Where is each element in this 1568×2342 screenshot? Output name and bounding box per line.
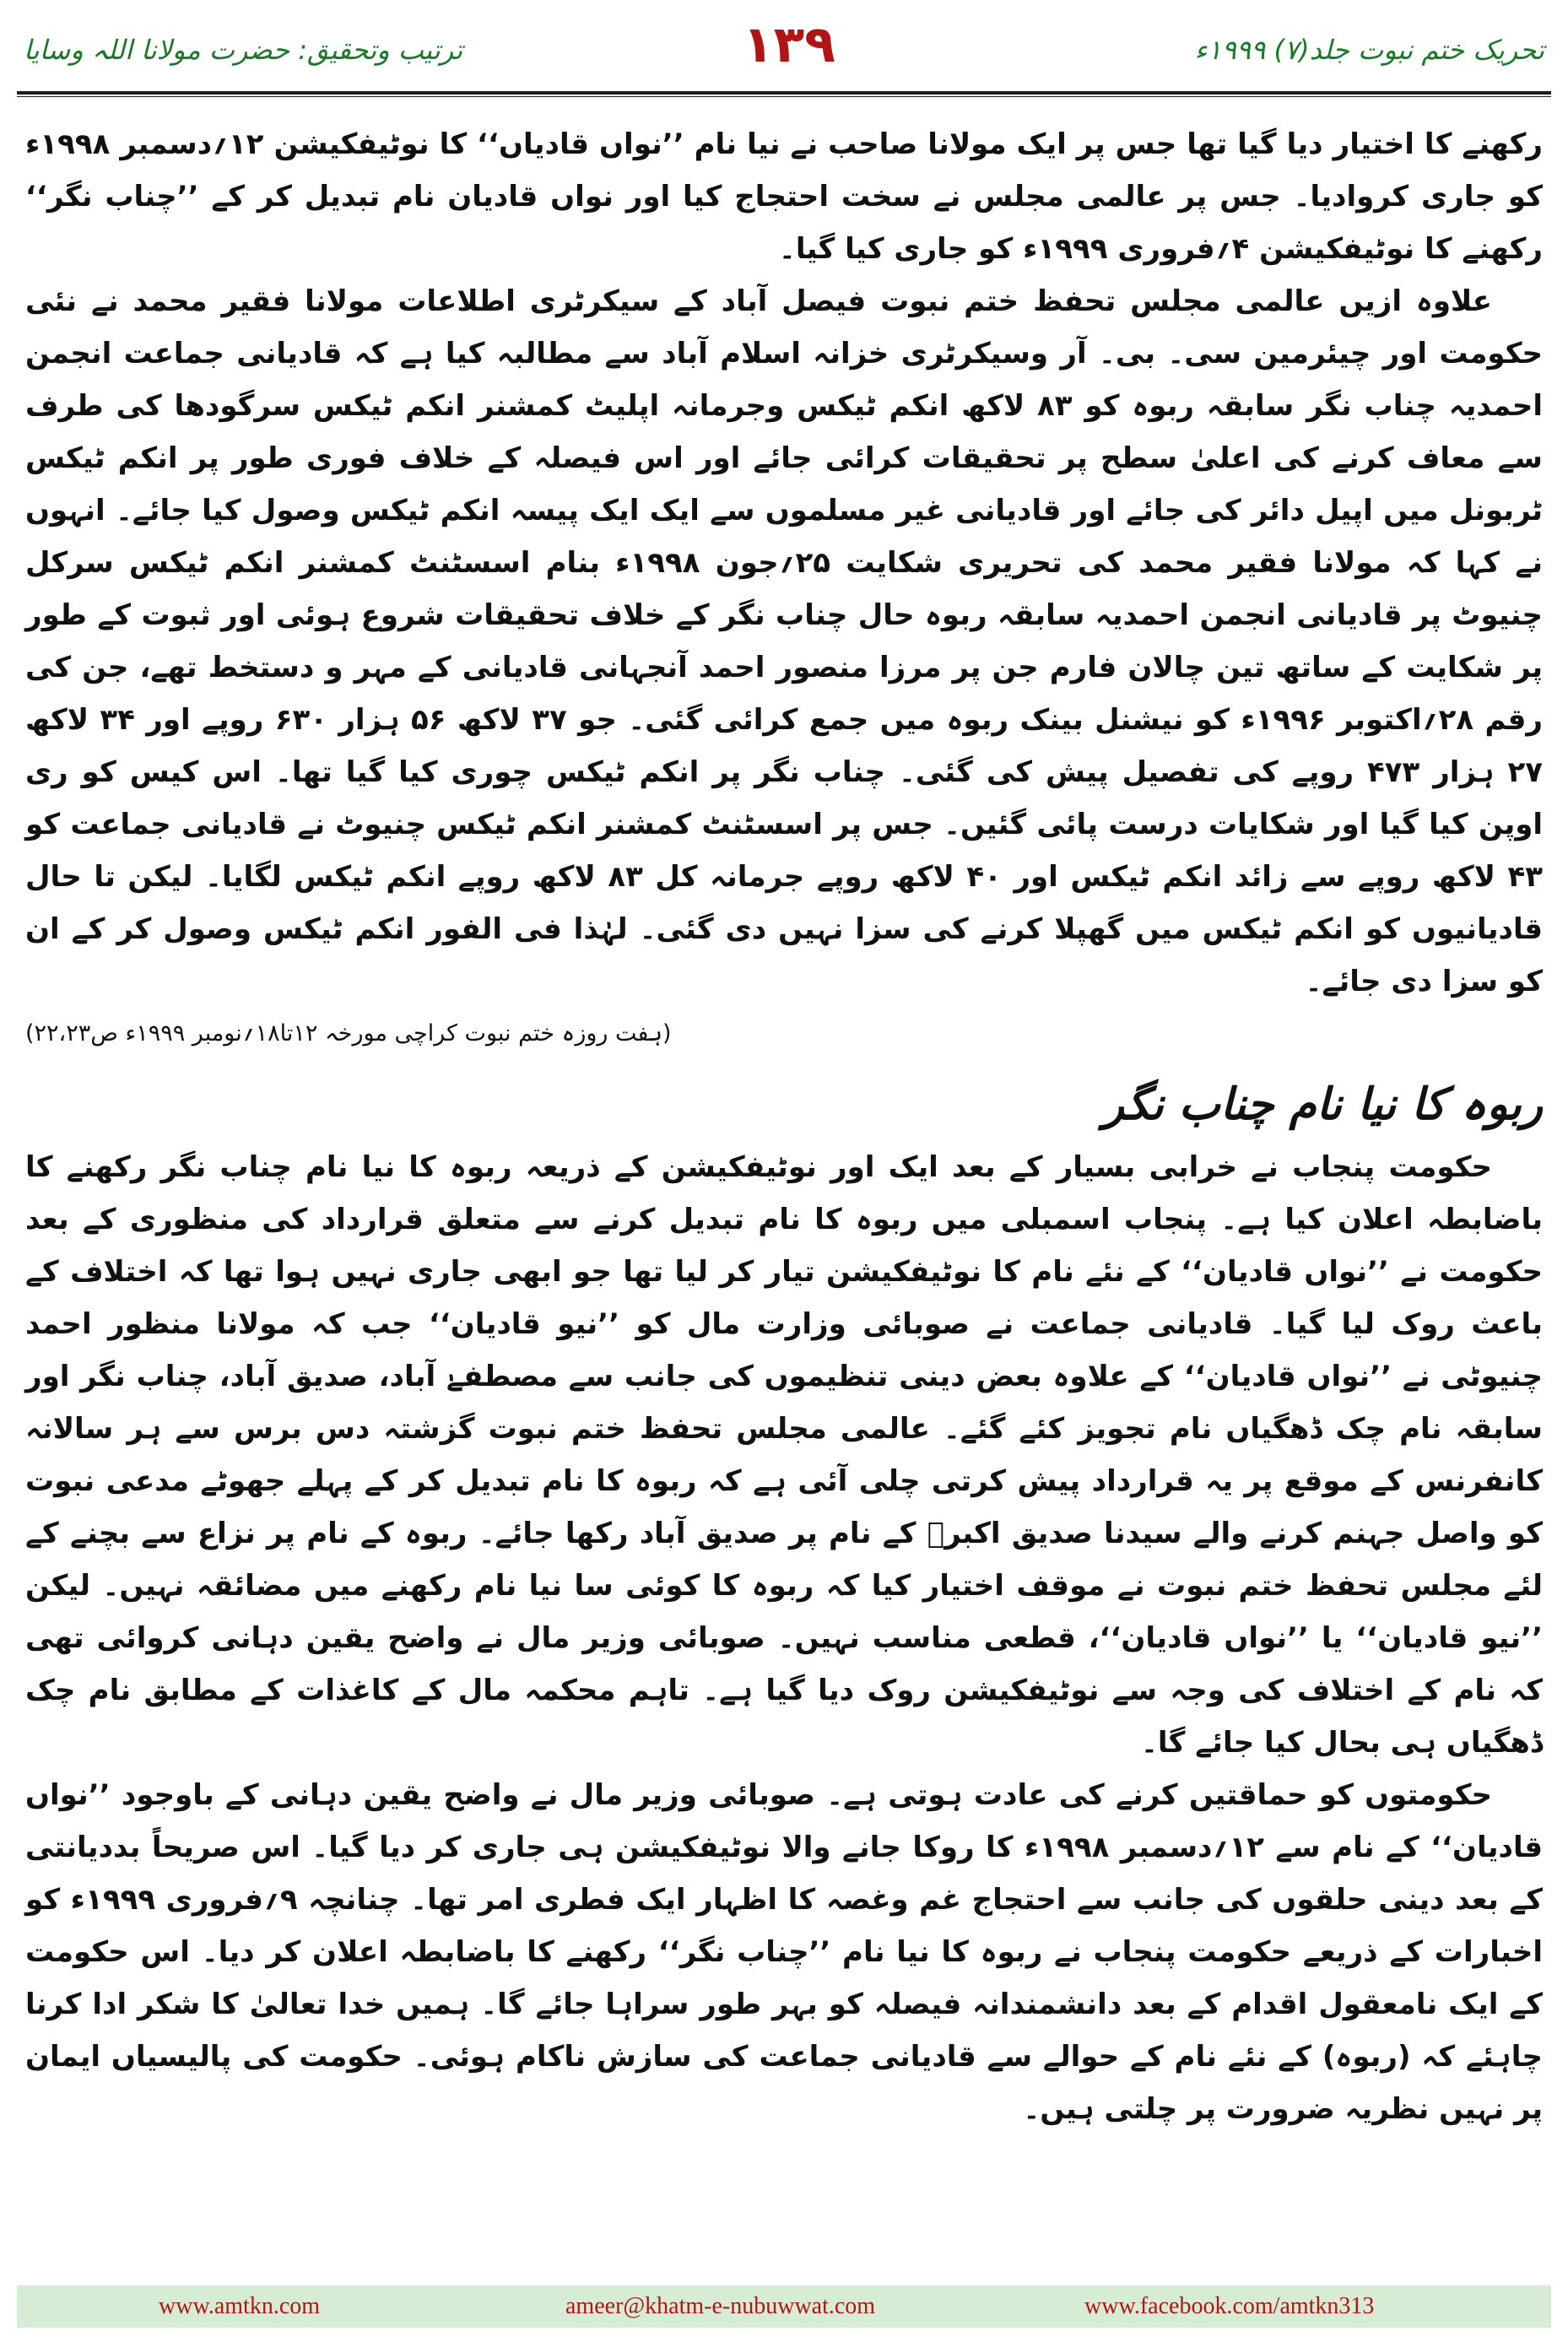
header-compiler: ترتیب وتحقیق: حضرت مولانا اللہ وسایا [24,34,463,66]
section-heading: ربوہ کا نیا نام چناب نگر [1102,1079,1543,1130]
paragraph: علاوہ ازیں عالمی مجلس تحفظ ختم نبوت فیصل آباد کے سیکرٹری اطلاعات مولانا فقیر محمد نے نئی حکومت اور چیئرمین سی۔ بی۔ آر وسیکرٹری خزانہ اسلام آباد سے مطالبہ کیا ہے کہ قادیانی جماعت انجمن احمدیہ چناب نگر سابقہ ربوہ کو ۸۳ لاکھ انکم ٹیکس وجرمانہ اپلیٹ کمشنر انکم ٹیکس سرگودھا کی طرف سے معاف کرنے کی اعلیٰ سطح پر تحقیقات کرائی جائے اور اس فیصلہ کے خلاف فوری طور پر انکم ٹیکس ٹربونل میں اپیل دائر کی جائے اور قادیانی غیر مسلموں سے ایک ایک پیسہ انکم ٹیکس وصول کیا جائے۔ انہوں نے کہا کہ مولانا فقیر محمد کی تحریری شکایت ۲۵؍جون ۱۹۹۸ء بنام اسسٹنٹ کمشنر انکم ٹیکس سرکل چنیوٹ پر قادیانی انجمن احمدیہ سابقہ ربوہ حال چناب نگر کے خلاف تحقیقات شروع ہوئی اور ثبوت کے طور پر شکایت کے ساتھ تین چالان فارم جن پر مرزا منصور احمد آنجہانی قادیانی کے مہر و دستخط تھے، جن کی رقم ۲۸؍اکتوبر ۱۹۹۶ء کو نیشنل بینک ربوہ میں جمع کرائی گئی۔ جو ۳۷ لاکھ ۵۶ ہزار ۶۳۰ روپے اور ۳۴ لاکھ ۲۷ ہزار ۴۷۳ روپے کی تفصیل پیش کی گئی۔ چناب نگر پر انکم ٹیکس چوری کیا گیا تھا۔ اس کیس کو ری اوپن کیا گیا اور شکایات درست پائی گئیں۔ جس پر اسسٹنٹ کمشنر انکم ٹیکس چنیوٹ نے قادیانی جماعت کو ۴۳ لاکھ روپے سے زائد انکم ٹیکس اور ۴۰ لاکھ روپے جرمانہ کل ۸۳ لاکھ روپے انکم ٹیکس لگایا۔ لیکن تا حال قادیانیوں کو انکم ٹیکس میں گھپلا کرنے کی سزا نہیں دی گئی۔ لہٰذا فی الفور انکم ٹیکس وصول کر کے ان کو سزا دی جائے۔ [25,284,1544,998]
citation: (ہفت روزہ ختم نبوت کراچی مورخہ ۱۲تا۱۸؍نومبر ۱۹۹۹ء ص۲۲،۲۳) [25,1020,672,1047]
page-body [25,118,1543,2253]
page-footer [17,2285,1551,2328]
page-header [0,0,1568,101]
header-divider-thin [17,96,1551,97]
footer-website-link[interactable]: www.amtkn.com [159,2293,321,2319]
footer-email-link[interactable]: ameer@khatm-e-nubuwwat.com [565,2293,876,2319]
paragraph: حکومتوں کو حماقتیں کرنے کی عادت ہوتی ہے۔ صوبائی وزیر مال نے واضح یقین دہانی کے باوجود ’’نواں قادیان‘‘ کے نام سے ۱۲؍دسمبر ۱۹۹۸ء کا روکا جانے والا نوٹیفکیشن ہی جاری کر دیا گیا۔ اس صریحاً بددیانتی کے بعد دینی حلقوں کی جانب سے احتجاج غم وغصہ کا اظہار ایک فطری امر تھا۔ چنانچہ ۹؍فروری ۱۹۹۹ء کو اخبارات کے ذریعے حکومت پنجاب نے ربوہ کا نیا نام ’’چناب نگر‘‘ رکھنے کا باضابطہ اعلان کر دیا۔ اس حکومت کے ایک نامعقول اقدام کے بعد دانشمندانہ فیصلہ کو بہر طور سراہا جائے گا۔ ہمیں خدا تعالیٰ کا شکر ادا کرنا چاہئے کہ (ربوہ) کے نئے نام کے حوالے سے قادیانی جماعت کی سازش ناکام ہوئی۔ حکومت کی پالیسیاں ایمان پر نہیں نظریہ ضرورت پر چلتی ہیں۔ [25,1778,1544,2126]
paragraph: رکھنے کا اختیار دیا گیا تھا جس پر ایک مولانا صاحب نے نیا نام ’’نواں قادیاں‘‘ کا نوٹیفکیشن ۱۲؍دسمبر ۱۹۹۸ء کو جاری کروادیا۔ جس پر عالمی مجلس نے سخت احتجاج کیا اور نواں قادیان نام تبدیل کر کے ’’چناب نگر‘‘ رکھنے کا نوٹیفکیشن ۴؍فروری ۱۹۹۹ء کو جاری کیا گیا۔ [25,127,1544,266]
footer-facebook-link[interactable]: www.facebook.com/amtkn313 [1084,2293,1375,2319]
page-number: ۱۳۹ [743,15,835,74]
header-divider [17,91,1551,95]
paragraph: حکومت پنجاب نے خرابی بسیار کے بعد ایک اور نوٹیفکیشن کے ذریعہ ربوہ کا نیا نام چناب نگر رکھنے کا باضابطہ اعلان کیا ہے۔ پنجاب اسمبلی میں ربوہ کا نام تبدیل کرنے سے متعلق قرارداد کی منظوری کے بعد حکومت نے ’’نواں قادیان‘‘ کے نئے نام کا نوٹیفکیشن تیار کر لیا تھا جو ابھی جاری نہیں ہوا تھا کہ اختلاف کے باعث روک لیا گیا۔ قادیانی جماعت نے صوبائی وزارت مال کو ’’نیو قادیان‘‘ جب کہ مولانا منظور احمد چنیوٹی نے ’’نواں قادیان‘‘ کے علاوہ بعض دینی تنظیموں کی جانب سے مصطفےٰ آباد، صدیق آباد، چناب نگر اور سابقہ نام چک ڈھگیاں نام تجویز کئے گئے۔ عالمی مجلس تحفظ ختم نبوت گزشتہ دس برس سے ہر سالانہ کانفرنس کے موقع پر یہ قرارداد پیش کرتی چلی آئی ہے کہ ربوہ کا نام تبدیل کر کے پہلے جھوٹے مدعی نبوت کو واصل جہنم کرنے والے سیدنا صدیق اکبرؓ کے نام پر صدیق آباد رکھا جائے۔ ربوہ کے نام پر نزاع سے بچنے کے لئے مجلس تحفظ ختم نبوت نے موقف اختیار کیا کہ ربوہ کا کوئی سا نیا نام رکھنے میں مضائقہ نہیں۔ لیکن ’’نیو قادیان‘‘ یا ’’نواں قادیان‘‘، قطعی مناسب نہیں۔ صوبائی وزیر مال نے واضح یقین دہانی کروائی تھی کہ نام کے اختلاف کی وجہ سے نوٹیفکیشن روک دیا گیا ہے۔ تاہم محکمہ مال کے کاغذات کے مطابق نام چک ڈھگیاں ہی بحال کیا جائے گا۔ [25,1150,1543,1760]
header-title: تحریک ختم نبوت جلد(۷) ۱۹۹۹ء [1194,34,1544,66]
